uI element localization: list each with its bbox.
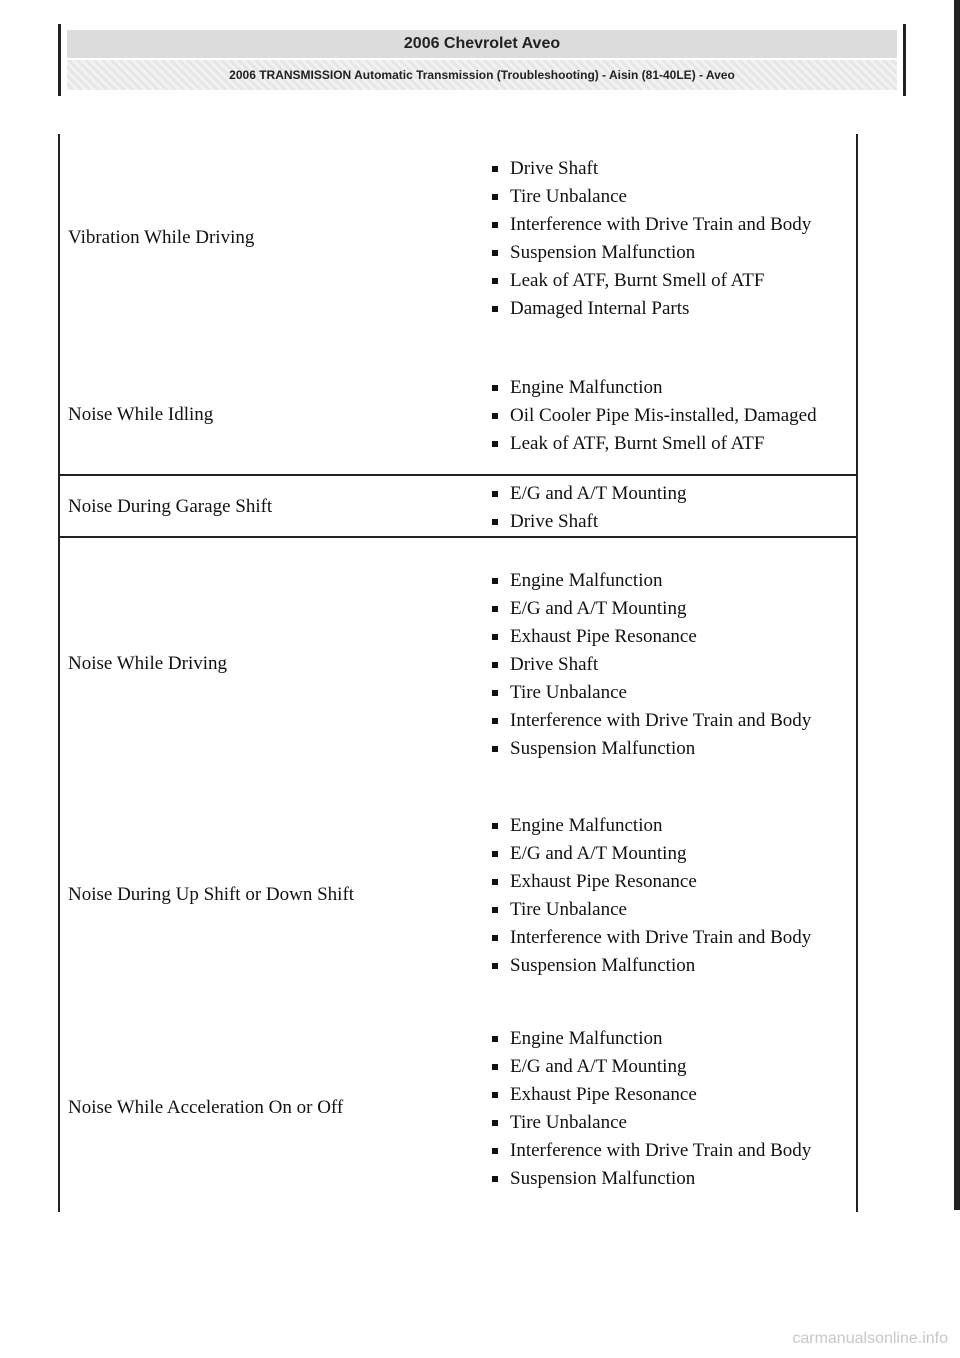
list-item: E/G and A/T Mounting bbox=[480, 596, 836, 621]
list-item: Leak of ATF, Burnt Smell of ATF bbox=[480, 431, 836, 456]
cause-list bbox=[480, 565, 836, 764]
list-item: Interference with Drive Train and Body bbox=[480, 708, 836, 733]
condition-cell: Noise While Driving bbox=[68, 653, 228, 674]
list-item: Tire Unbalance bbox=[480, 680, 836, 705]
list-item: Exhaust Pipe Resonance bbox=[480, 624, 836, 649]
list-item: E/G and A/T Mounting bbox=[480, 481, 836, 506]
list-item: Suspension Malfunction bbox=[480, 736, 836, 761]
list-item: Exhaust Pipe Resonance bbox=[480, 1082, 836, 1107]
causes-cell bbox=[480, 1004, 836, 1212]
list-item: Engine Malfunction bbox=[480, 568, 836, 593]
list-item: Oil Cooler Pipe Mis-installed, Damaged bbox=[480, 403, 836, 428]
condition-cell: Vibration While Driving bbox=[68, 227, 255, 248]
condition-cell: Noise During Up Shift or Down Shift bbox=[68, 884, 355, 905]
list-item: Drive Shaft bbox=[480, 652, 836, 677]
condition-cell: Noise While Idling bbox=[68, 404, 214, 425]
watermark: carmanualsonline.info bbox=[792, 1330, 948, 1347]
causes-cell bbox=[480, 134, 836, 342]
list-item: Drive Shaft bbox=[480, 156, 836, 181]
causes-cell bbox=[480, 356, 836, 474]
causes-cell bbox=[480, 538, 836, 790]
table-row bbox=[60, 134, 856, 342]
list-item: Suspension Malfunction bbox=[480, 1166, 836, 1191]
list-item: Tire Unbalance bbox=[480, 1110, 836, 1135]
list-item: Tire Unbalance bbox=[480, 897, 836, 922]
list-item: Engine Malfunction bbox=[480, 813, 836, 838]
list-item: E/G and A/T Mounting bbox=[480, 1054, 836, 1079]
list-item: E/G and A/T Mounting bbox=[480, 841, 836, 866]
cause-list bbox=[480, 810, 836, 981]
page-edge-bar bbox=[954, 0, 960, 1210]
header-title: 2006 Chevrolet Aveo bbox=[67, 30, 897, 58]
cause-list bbox=[480, 153, 836, 324]
list-item: Engine Malfunction bbox=[480, 375, 836, 400]
table-row bbox=[60, 1004, 856, 1212]
table-row bbox=[60, 356, 856, 474]
document-header bbox=[58, 24, 906, 96]
cause-list bbox=[480, 372, 836, 459]
table-row bbox=[60, 790, 856, 1000]
causes-cell bbox=[480, 476, 836, 538]
list-item: Drive Shaft bbox=[480, 509, 836, 534]
causes-cell bbox=[480, 790, 836, 1000]
list-item: Interference with Drive Train and Body bbox=[480, 212, 836, 237]
cause-list bbox=[480, 1023, 836, 1194]
list-item: Exhaust Pipe Resonance bbox=[480, 869, 836, 894]
list-item: Damaged Internal Parts bbox=[480, 296, 836, 321]
list-item: Tire Unbalance bbox=[480, 184, 836, 209]
list-item: Leak of ATF, Burnt Smell of ATF bbox=[480, 268, 836, 293]
list-item: Suspension Malfunction bbox=[480, 240, 836, 265]
table-row bbox=[60, 536, 856, 790]
header-subtitle: 2006 TRANSMISSION Automatic Transmission (Troubleshooting) - Aisin (81-40LE) - Aveo bbox=[67, 60, 897, 90]
list-item: Interference with Drive Train and Body bbox=[480, 1138, 836, 1163]
condition-cell: Noise While Acceleration On or Off bbox=[68, 1097, 344, 1118]
list-item: Engine Malfunction bbox=[480, 1026, 836, 1051]
condition-cell: Noise During Garage Shift bbox=[68, 496, 273, 517]
troubleshooting-table bbox=[58, 134, 858, 1212]
cause-list bbox=[480, 478, 836, 537]
list-item: Interference with Drive Train and Body bbox=[480, 925, 836, 950]
list-item: Suspension Malfunction bbox=[480, 953, 836, 978]
table-row bbox=[60, 474, 856, 538]
